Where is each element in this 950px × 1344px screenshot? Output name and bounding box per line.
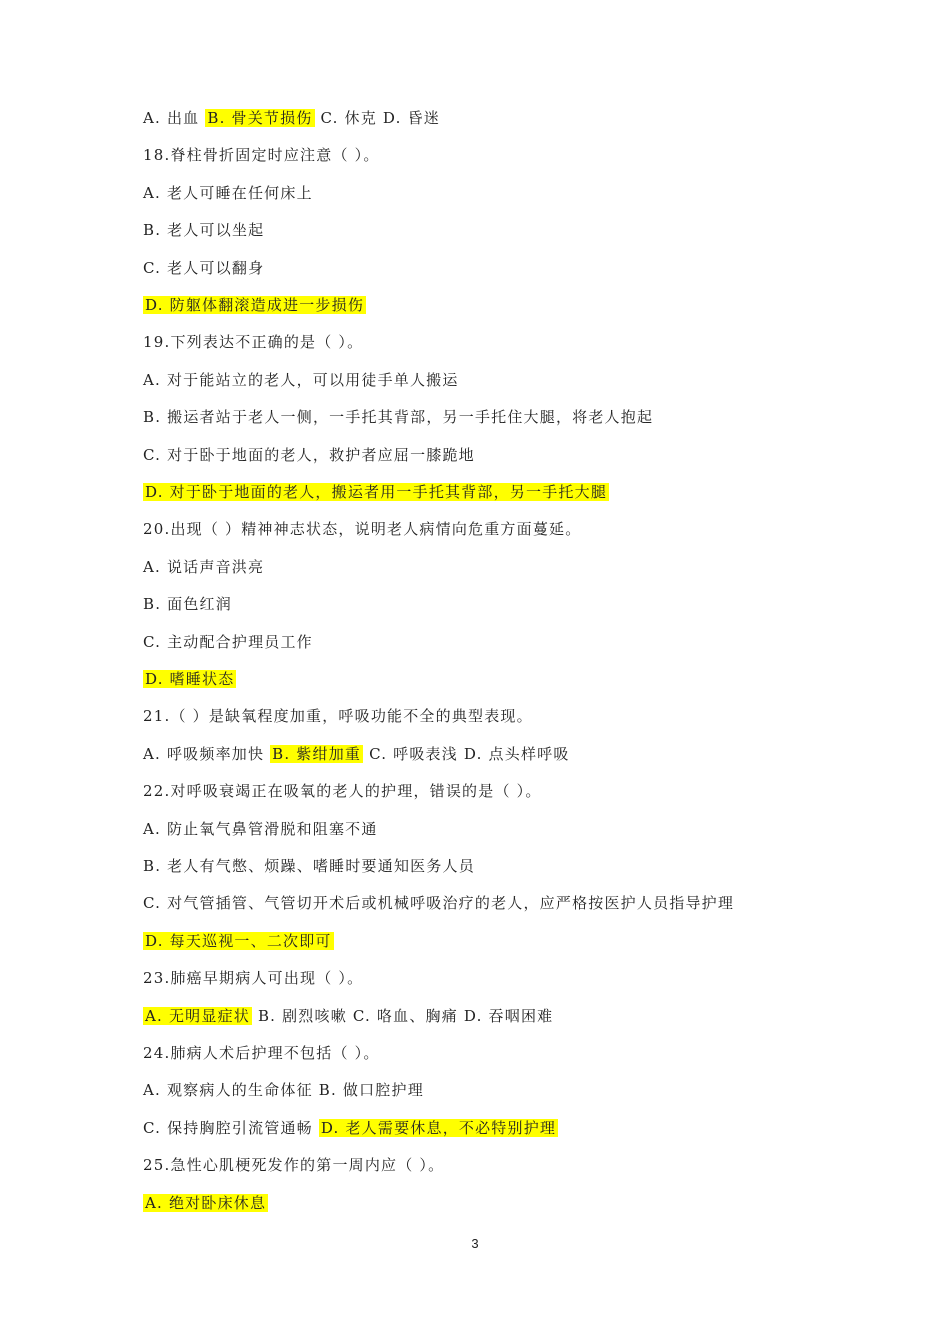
- text-line: [143, 369, 459, 391]
- text-line: [143, 294, 366, 316]
- text-segment: C. 对于卧于地面的老人，救护者应屈一膝跪地: [143, 445, 475, 464]
- text-line: [143, 930, 334, 952]
- text-segment: C. 休克 D. 昏迷: [314, 109, 440, 127]
- text-line: [143, 182, 313, 204]
- highlighted-answer: D. 防躯体翻滚造成进一步损伤: [145, 296, 365, 314]
- highlighted-answer: D. 对于卧于地面的老人，搬运者用一手托其背部，另一手托大腿: [145, 483, 608, 501]
- text-line: [143, 444, 475, 466]
- text-line: [143, 1192, 268, 1214]
- text-segment: 19.下列表达不正确的是（ ）。: [143, 333, 364, 352]
- text-line: [143, 780, 542, 802]
- text-line: [143, 1042, 380, 1064]
- text-line: [143, 1154, 444, 1176]
- text-line: [143, 144, 380, 166]
- highlighted-answer: B. 紫绀加重: [272, 744, 362, 763]
- text-segment: C. 老人可以翻身: [143, 258, 265, 277]
- text-line: [143, 1117, 558, 1139]
- text-line: [143, 743, 570, 765]
- highlighted-answer: A. 无明显症状: [145, 1006, 250, 1025]
- text-segment: A. 观察病人的生命体征 B. 做口腔护理: [143, 1081, 424, 1100]
- text-segment: B. 老人可以坐起: [143, 221, 265, 240]
- text-segment: B. 面色红润: [143, 595, 232, 614]
- text-segment: C. 呼吸表浅 D. 点头样呼吸: [363, 744, 570, 763]
- highlighted-answer: A. 绝对卧床休息: [145, 1193, 267, 1212]
- text-segment: 21.（ ）是缺氧程度加重，呼吸功能不全的典型表现。: [143, 707, 533, 726]
- highlighted-answer: D. 老人需要休息，不必特别护理: [320, 1118, 557, 1137]
- text-line: [143, 818, 378, 840]
- text-segment: A. 说话声音洪亮: [143, 557, 265, 576]
- text-segment: A. 呼吸频率加快: [143, 744, 271, 763]
- text-line: [143, 892, 734, 914]
- text-line: [143, 1005, 553, 1027]
- text-line: [143, 107, 440, 129]
- text-segment: 20.出现（ ）精神神志状态，说明老人病情向危重方面蔓延。: [143, 520, 582, 539]
- page-number: 3: [471, 1236, 479, 1251]
- text-segment: 24.肺病人术后护理不包括（ ）。: [143, 1044, 380, 1062]
- text-segment: B. 搬运者站于老人一侧，一手托其背部，另一手托住大腿，将老人抱起: [143, 408, 654, 427]
- text-segment: 18.脊柱骨折固定时应注意（ ）。: [143, 146, 380, 165]
- text-line: [143, 855, 475, 877]
- text-line: [143, 668, 236, 690]
- highlighted-answer: D. 每天巡视一、二次即可: [145, 931, 332, 950]
- text-line: [143, 331, 363, 353]
- text-segment: B. 老人有气憋、烦躁、嗜睡时要通知医务人员: [143, 857, 475, 875]
- text-segment: C. 主动配合护理员工作: [143, 632, 313, 651]
- text-line: [143, 518, 581, 540]
- text-segment: C. 对气管插管、气管切开术后或机械呼吸治疗的老人，应严格按医护人员指导护理: [143, 894, 735, 913]
- text-segment: B. 剧烈咳嗽 C. 咯血、胸痛 D. 吞咽困难: [251, 1006, 554, 1025]
- text-segment: A. 防止氧气鼻管滑脱和阻塞不通: [143, 819, 378, 838]
- highlighted-answer: B. 骨关节损伤: [207, 109, 313, 127]
- text-line: [143, 257, 264, 279]
- text-segment: 25.急性心肌梗死发作的第一周内应（ ）。: [143, 1156, 445, 1175]
- text-segment: 22.对呼吸衰竭正在吸氧的老人的护理，错误的是（ ）。: [143, 782, 542, 801]
- text-line: [143, 631, 313, 653]
- text-line: [143, 406, 653, 428]
- text-line: [143, 219, 264, 241]
- text-segment: A. 对于能站立的老人，可以用徒手单人搬运: [143, 370, 459, 389]
- text-line: [143, 593, 232, 615]
- text-segment: A. 老人可睡在任何床上: [143, 183, 313, 202]
- text-segment: C. 保持胸腔引流管通畅: [143, 1118, 319, 1137]
- text-segment: 23.肺癌早期病人可出现（ ）。: [143, 969, 364, 988]
- text-line: [143, 1079, 424, 1101]
- highlighted-answer: D. 嗜睡状态: [145, 670, 235, 688]
- text-line: [143, 556, 264, 578]
- text-line: [143, 705, 533, 727]
- text-line: [143, 967, 363, 989]
- text-segment: A. 出血: [143, 109, 206, 127]
- text-line: [143, 481, 609, 503]
